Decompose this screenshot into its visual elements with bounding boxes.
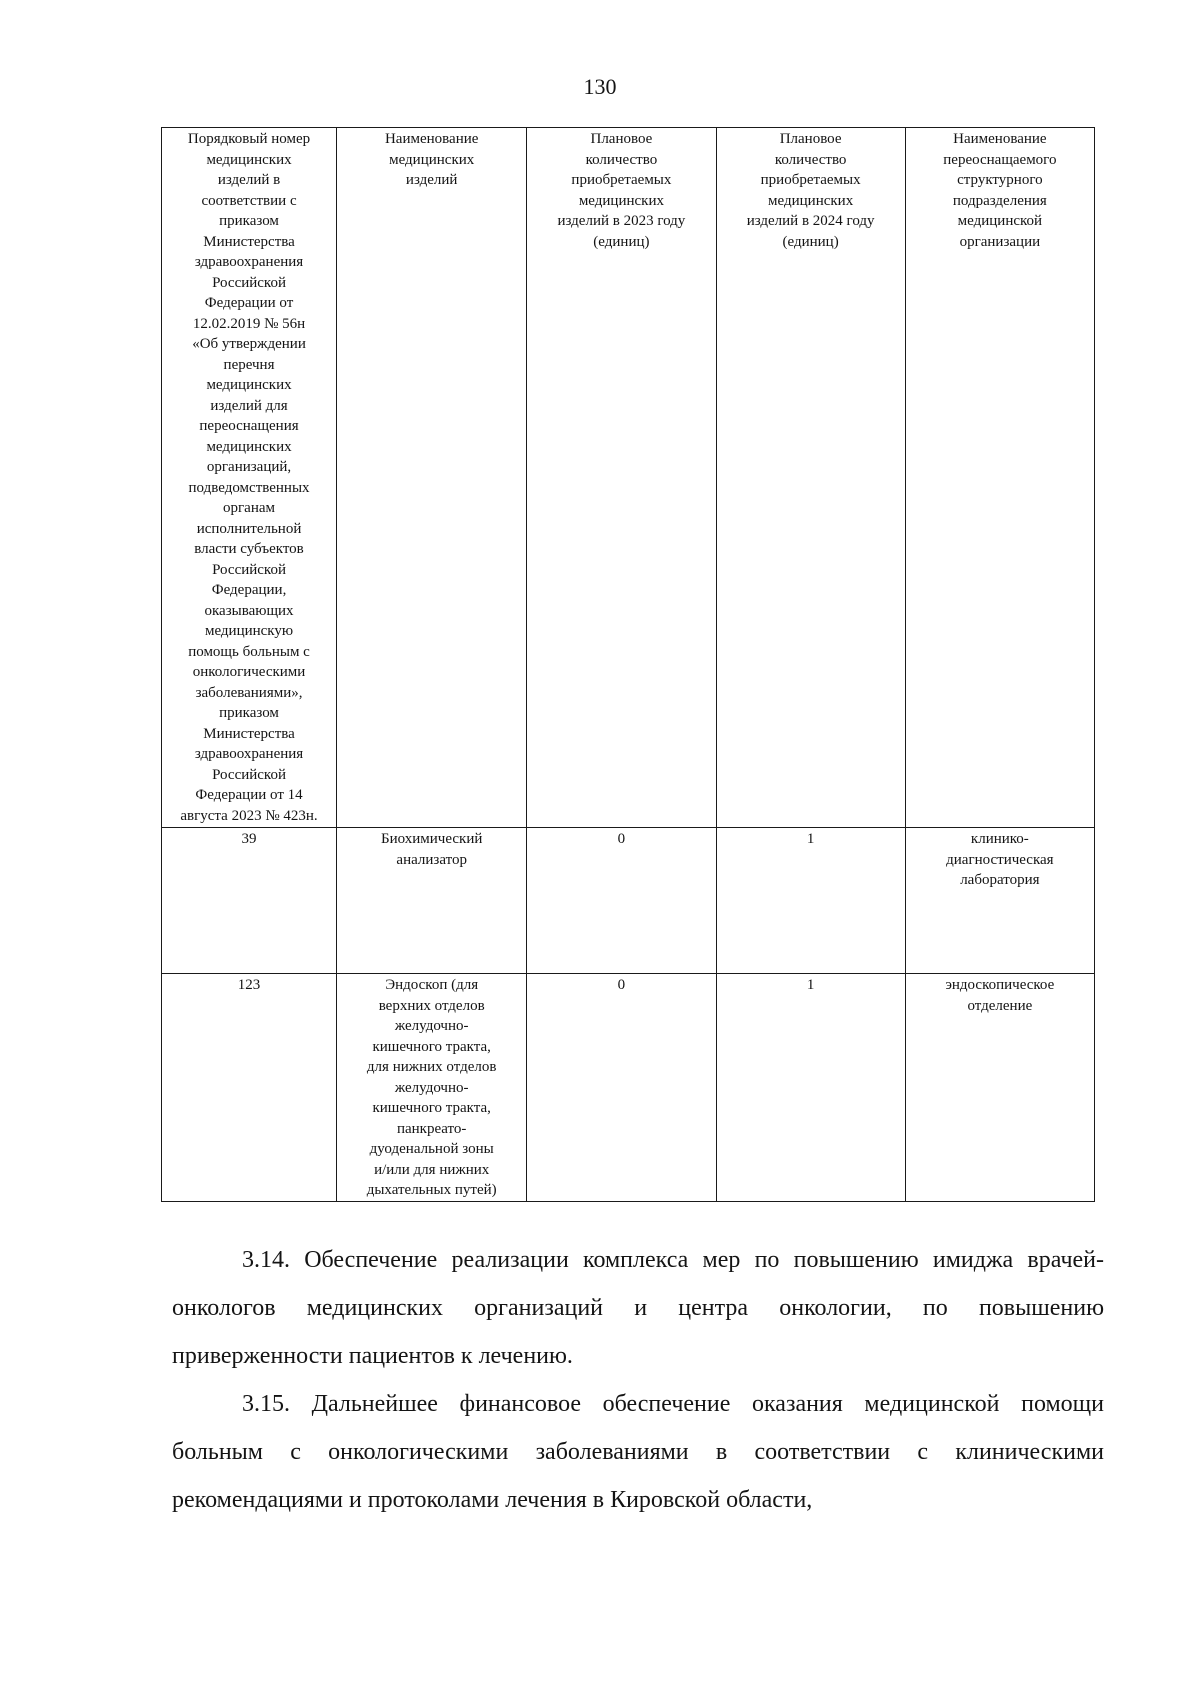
cell-qty-2023: 0 bbox=[527, 828, 716, 974]
cell-number: 123 bbox=[162, 974, 337, 1202]
cell-department: эндоскопическое отделение bbox=[905, 974, 1094, 1202]
cell-department: клинико- диагностическая лаборатория bbox=[905, 828, 1094, 974]
header-planned-2023: Плановое количество приобретаемых медицинских изделий в 2023 году (единиц) bbox=[527, 128, 716, 828]
page-number: 130 bbox=[583, 74, 617, 99]
medical-devices-table bbox=[161, 127, 1095, 1202]
table-row bbox=[162, 974, 1095, 1202]
cell-qty-2023: 0 bbox=[527, 974, 716, 1202]
header-planned-2024: Плановое количество приобретаемых медицинских изделий в 2024 году (единиц) bbox=[716, 128, 905, 828]
header-order-number: Порядковый номер медицинских изделий в соответствии с приказом Министерства здравоохранения Российской Федерации от 12.02.2019 № 56н «Об утверждении перечня медицинских изделий для переоснащения медицинских организаций, подведомственных органам исполнительной власти субъектов Российской Федерации, оказывающих медицинскую помощь больным с онкологическими заболеваниями», приказом Министерства здравоохранения Российской Федерации от 14 августа 2023 № 423н. bbox=[162, 128, 337, 828]
table-row bbox=[162, 828, 1095, 974]
cell-qty-2024: 1 bbox=[716, 828, 905, 974]
cell-number: 39 bbox=[162, 828, 337, 974]
header-department: Наименование переоснащаемого структурного подразделения медицинской организации bbox=[905, 128, 1094, 828]
cell-qty-2024: 1 bbox=[716, 974, 905, 1202]
table-header-row bbox=[162, 128, 1095, 828]
paragraph-3-15: 3.15. Дальнейшее финансовое обеспечение оказания медицинской помощи больным с онкологическими заболеваниями в соответствии с клиническими рекомендациями и протоколами лечения в Кировской области, bbox=[172, 1391, 1104, 1513]
cell-device-name: Биохимический анализатор bbox=[337, 828, 527, 974]
paragraph-3-14: 3.14. Обеспечение реализации комплекса мер по повышению имиджа врачей-онкологов медицинских организаций и центра онкологии, по повышению приверженности пациентов к лечению. bbox=[172, 1247, 1104, 1369]
header-device-name: Наименование медицинских изделий bbox=[337, 128, 527, 828]
cell-device-name: Эндоскоп (для верхних отделов желудочно- кишечного тракта, для нижних отделов желудочно- кишечного тракта, панкреато- дуоденальной зоны и/или для нижних дыхательных путей) bbox=[337, 974, 527, 1202]
